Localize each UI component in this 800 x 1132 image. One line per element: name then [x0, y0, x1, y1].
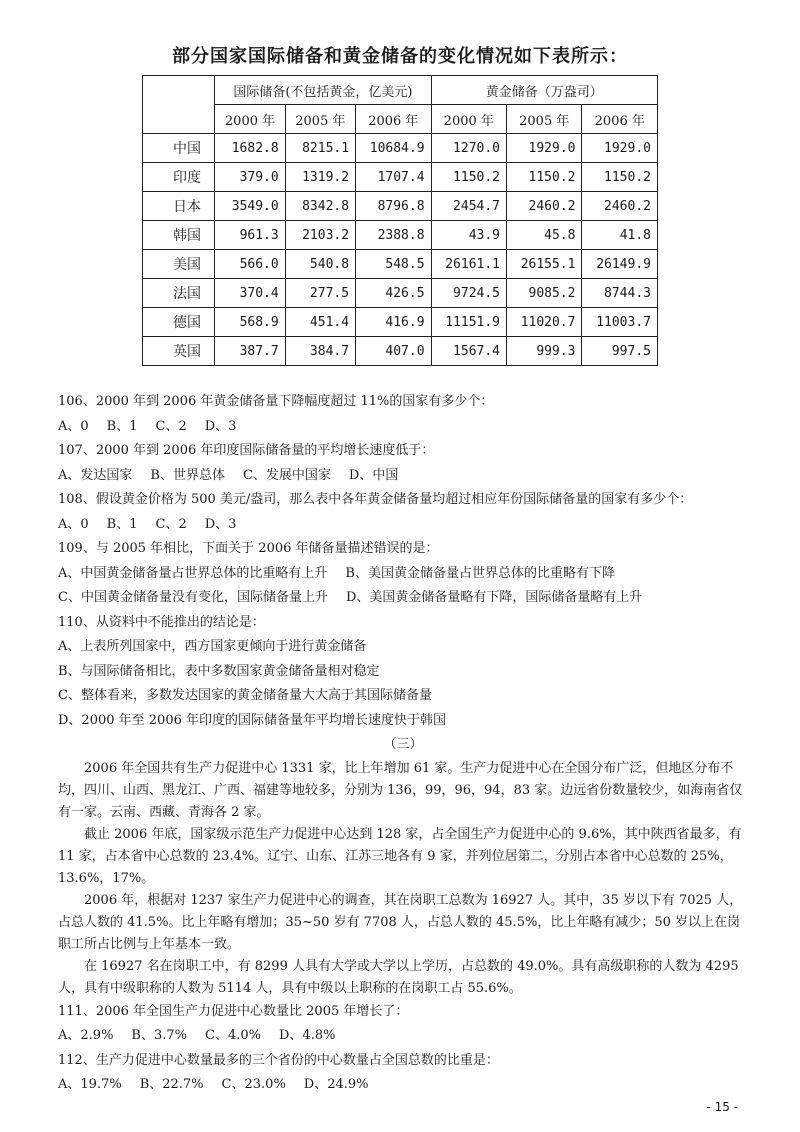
country-cell: 韩国: [143, 221, 215, 250]
country-cell: 德国: [143, 308, 215, 337]
value-cell: 45.8: [507, 221, 582, 250]
option: C、23.0%: [221, 1077, 286, 1092]
value-cell: 8744.3: [582, 279, 658, 308]
table-row: [143, 250, 658, 279]
paragraph: 截止 2006 年底，国家级示范生产力促进中心达到 128 家，占全国生产力促进中心的 9.6%，其中陕西省最多，有 11 家，占本省中心总数的 23.4%。辽宁、山东、江苏三地各有 9 家，并列位居第二，分别占本省中心总数的 25%，13.6%，17%。: [58, 826, 742, 886]
options-line: [58, 586, 748, 611]
table-row: [143, 308, 658, 337]
option: C、2: [155, 516, 187, 532]
option: C、2: [155, 418, 187, 434]
option: B、与国际储备相比，表中多数国家黄金储备量相对稳定: [58, 663, 380, 679]
options-line: [58, 1024, 748, 1049]
question-text: 106、2000 年到 2006 年黄金储备量下降幅度超过 11%的国家有多少个：: [58, 394, 494, 409]
value-cell: 2454.7: [431, 192, 506, 221]
value-cell: 407.0: [356, 337, 431, 366]
value-cell: 2388.8: [356, 221, 431, 250]
option: D、2000 年至 2006 年印度的国际储备量年平均增长速度快于韩国: [58, 712, 446, 728]
table-row: [143, 134, 658, 163]
option: D、中国: [348, 467, 399, 483]
value-cell: 548.5: [356, 250, 431, 279]
options-line: [58, 513, 748, 538]
option: D、3: [204, 516, 237, 532]
value-cell: 1319.2: [285, 163, 355, 192]
value-cell: 1150.2: [431, 163, 506, 192]
value-cell: 961.3: [215, 221, 285, 250]
value-cell: 1682.8: [215, 134, 285, 163]
value-cell: 11151.9: [431, 308, 506, 337]
question-109: [58, 537, 748, 611]
value-cell: 384.7: [285, 337, 355, 366]
year-header: 2005 年: [285, 105, 355, 134]
value-cell: 10684.9: [356, 134, 431, 163]
country-cell: 英国: [143, 337, 215, 366]
option: A、上表所列国家中，西方国家更倾向于进行黄金储备: [58, 639, 367, 654]
option: C、中国黄金储备量没有变化，国际储备量上升: [58, 590, 328, 605]
option: B、美国黄金储备量占世界总体的比重略有下降: [345, 565, 615, 581]
value-cell: 26161.1: [431, 250, 506, 279]
country-cell: 印度: [143, 163, 215, 192]
question-text: 109、与 2005 年相比，下面关于 2006 年储备量描述错误的是：: [58, 541, 439, 556]
country-cell: 日本: [143, 192, 215, 221]
value-cell: 387.7: [215, 337, 285, 366]
option: C、发展中国家: [242, 467, 331, 483]
paragraph: 2006 年，根据对 1237 家生产力促进中心的调查，其在岗职工总数为 16927 人。其中，35 岁以下有 7025 人，占总人数的 41.5%。比上年略有增加；35~50 岁有 7708 人，占总人数的 45.5%，比上年略有减少；50 岁以上在岗职工所占比例与上年基本一致。: [58, 892, 743, 952]
country-cell: 美国: [143, 250, 215, 279]
questions-group-a: [58, 390, 748, 537]
option: A、0: [58, 418, 89, 434]
value-cell: 26149.9: [582, 250, 658, 279]
value-cell: 999.3: [507, 337, 582, 366]
value-cell: 1929.0: [582, 134, 658, 163]
country-cell: 法国: [143, 279, 215, 308]
value-cell: 1567.4: [431, 337, 506, 366]
group-header: 黄金储备（万盎司）: [431, 76, 657, 105]
option: D、4.8%: [279, 1028, 336, 1043]
option: A、中国黄金储备量占世界总体的比重略有上升: [58, 565, 328, 581]
passage: [58, 758, 748, 1000]
country-cell: 中国: [143, 134, 215, 163]
value-cell: 11003.7: [582, 308, 658, 337]
value-cell: 566.0: [215, 250, 285, 279]
page-number: - 15 -: [706, 1100, 738, 1114]
value-cell: 1150.2: [507, 163, 582, 192]
option: B、世界总体: [150, 467, 225, 483]
paragraph: 2006 年全国共有生产力促进中心 1331 家，比上年增加 61 家。生产力促进中心在全国分布广泛，但地区分布不均，四川、山西、黑龙江、广西、福建等地较多，分别为 136，99，96，94，83 家。边远省份数量较少，如海南省仅有一家。云南、西藏、青海各 2 家。: [58, 760, 743, 820]
question: [58, 1000, 748, 1049]
value-cell: 8796.8: [356, 192, 431, 221]
year-header: 2000 年: [431, 105, 506, 134]
question: [58, 488, 748, 537]
value-cell: 41.8: [582, 221, 658, 250]
option: A、0: [58, 516, 89, 532]
questions-group-b: [58, 1000, 748, 1098]
question-text: 108、假设黄金价格为 500 美元/盎司，那么表中各年黄金储备量均超过相应年份国际储备量的国家有多少个：: [58, 492, 693, 507]
table-row: [143, 192, 658, 221]
option: A、2.9%: [58, 1028, 114, 1043]
value-cell: 426.5: [356, 279, 431, 308]
year-header: 2006 年: [582, 105, 658, 134]
page-title: 部分国家国际储备和黄金储备的变化情况如下表所示：: [172, 46, 628, 67]
option: B、1: [106, 418, 138, 434]
value-cell: 43.9: [431, 221, 506, 250]
table-row: [143, 337, 658, 366]
question-text: 110、从资料中不能推出的结论是：: [58, 614, 265, 630]
options-line: [58, 562, 748, 587]
value-cell: 416.9: [356, 308, 431, 337]
table-row: [143, 279, 658, 308]
question-110: [58, 611, 748, 734]
option: C、整体看来，多数发达国家的黄金储备量大大高于其国际储备量: [58, 688, 432, 703]
option: B、22.7%: [139, 1077, 204, 1092]
value-cell: 8342.8: [285, 192, 355, 221]
value-cell: 568.9: [215, 308, 285, 337]
value-cell: 3549.0: [215, 192, 285, 221]
option: D、3: [204, 418, 237, 434]
paragraph: 在 16927 名在岗职工中，有 8299 人具有大学或大学以上学历，占总数的 49.0%。具有高级职称的人数为 4295 人，具有中级职称的人数为 5114 人，具有中级以上职称的在岗职工占 55.6%。: [58, 958, 739, 996]
year-header: 2006 年: [356, 105, 431, 134]
option: C、4.0%: [205, 1028, 261, 1043]
question: [58, 1049, 748, 1098]
question-text: 112、生产力促进中心数量最多的三个省份的中心数量占全国总数的比重是：: [58, 1052, 499, 1068]
value-cell: 1929.0: [507, 134, 582, 163]
option: A、发达国家: [58, 467, 133, 483]
group-header: 国际储备(不包括黄金，亿美元): [215, 76, 431, 105]
option: B、1: [106, 516, 138, 532]
value-cell: 1150.2: [582, 163, 658, 192]
value-cell: 379.0: [215, 163, 285, 192]
reserves-table: [142, 75, 658, 366]
option: D、24.9%: [303, 1077, 369, 1092]
value-cell: 1270.0: [431, 134, 506, 163]
value-cell: 8215.1: [285, 134, 355, 163]
question-text: 107、2000 年到 2006 年印度国际储备量的平均增长速度低于：: [58, 443, 435, 458]
question: [58, 390, 748, 439]
table-row: [143, 163, 658, 192]
value-cell: 277.5: [285, 279, 355, 308]
value-cell: 997.5: [582, 337, 658, 366]
corner-cell: [143, 76, 215, 134]
value-cell: 11020.7: [507, 308, 582, 337]
year-header: 2005 年: [507, 105, 582, 134]
value-cell: 370.4: [215, 279, 285, 308]
options-line: [58, 464, 748, 489]
value-cell: 1707.4: [356, 163, 431, 192]
document-body: [58, 390, 748, 1098]
value-cell: 9724.5: [431, 279, 506, 308]
value-cell: 2460.2: [507, 192, 582, 221]
option: D、美国黄金储备量略有下降，国际储备量略有上升: [345, 590, 643, 605]
value-cell: 2103.2: [285, 221, 355, 250]
question-text: 111、2006 年全国生产力促进中心数量比 2005 年增长了：: [58, 1003, 409, 1019]
table-row: [143, 221, 658, 250]
options-line: [58, 415, 748, 440]
year-header: 2000 年: [215, 105, 285, 134]
options-line: [58, 1073, 748, 1098]
section-heading: （三）: [383, 737, 423, 752]
value-cell: 2460.2: [582, 192, 658, 221]
question: [58, 439, 748, 488]
value-cell: 9085.2: [507, 279, 582, 308]
value-cell: 26155.1: [507, 250, 582, 279]
value-cell: 540.8: [285, 250, 355, 279]
option: A、19.7%: [58, 1077, 122, 1092]
option: B、3.7%: [131, 1028, 188, 1043]
value-cell: 451.4: [285, 308, 355, 337]
